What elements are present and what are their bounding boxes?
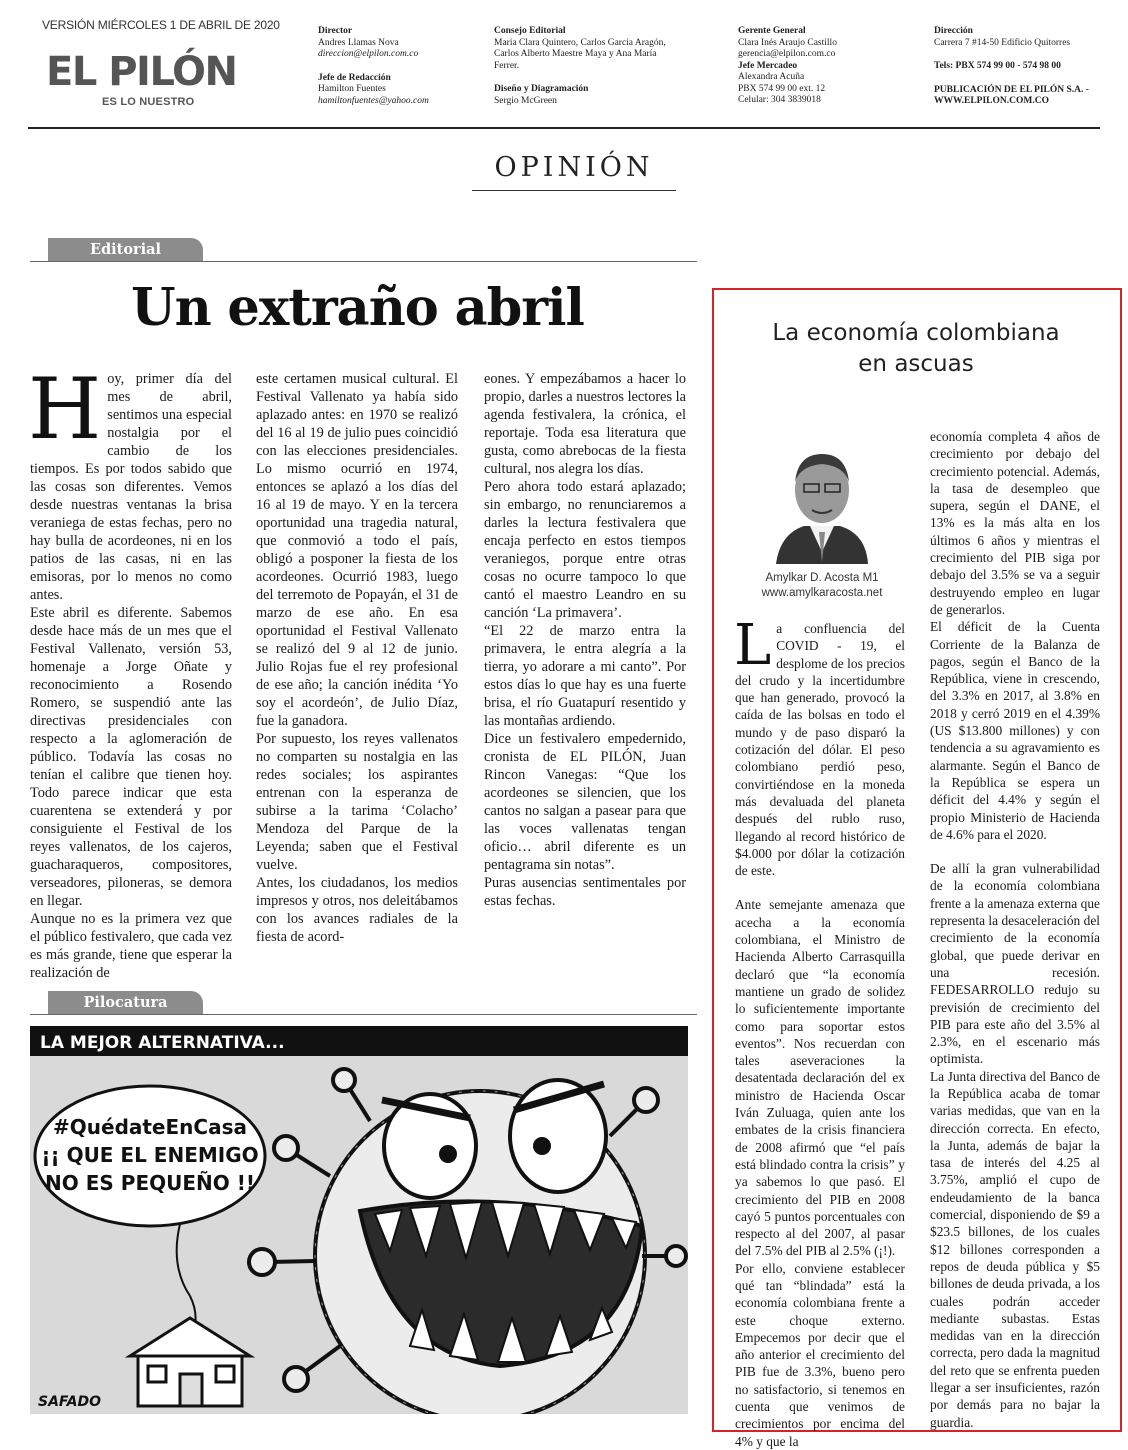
telephones: Tels: PBX 574 99 00 - 574 98 00: [934, 61, 1061, 71]
bubble-text-1: #QuédateEnCasa: [53, 1115, 247, 1139]
jefe-email: hamiltonfuentes@yahoo.com: [318, 95, 429, 106]
jefe-name: Hamilton Fuentes: [318, 84, 386, 94]
paragraph: Ante semejante amenaza que acecha a la economía colombiana, el Ministro de Hacienda Alberto Carrasquilla declaró que “la economía mantiene un grado de solidez lo suficientemente importante como para soportar estos eventos”. Nos recuerdan con tales aseveraciones la desatentada declaración del ex ministro de Hacienda Oscar Iván Zuluaga, quien ante los embates de la crisis financiera de 2008 afirmó que “el país está blindado contra la crisis” y ya sabemos lo que pasó. El crecimiento del PIB en 2008 cayó 5 puntos porcentuales con respecto al del 2007, al pasar del 7.5% del PIB al 2.5% (¡!).: [735, 897, 905, 1259]
gerente-name: Clara Inés Araujo Castillo: [738, 37, 837, 48]
column-title-line: La economía colombiana: [772, 320, 1060, 346]
section-underline: [472, 190, 676, 191]
gerente-email: gerencia@elpilon.com.co: [738, 49, 836, 59]
paragraph: El déficit de la Cuenta Corriente de la Balanza de pagos, según el Banco de la República, viene in crescendo, del 3.3% en 2017, al 3.8% en 2018 y cerró 2019 en el 4.39% (US $13.800 millones) y con tendencia a su agravamiento es alarmante. Según el Banco de la República se espera un déficit del 4.4% y según el propio Ministerio de Hacienda de 4.6% para el 2020.: [930, 619, 1100, 842]
director-label: Director: [318, 26, 353, 36]
paragraph: Este abril es diferente. Sabemos desde hace más de un mes que el Festival Vallenato, versión 53, homenaje a Jorge Oñate y reconocimiento a Rosendo Romero, se suspendió ante las directivas presidenciales con respecto a la aglomeración de público. Todavía las cosas no tenían el calibre que tienen hoy. Todo parece indicar que esta cuarentena se extenderá y por consiguiente el Festival de los reyes vallenatos, de los cajeros, guacharaqueros, compositores, verseadores, piloneras, se demora en llegar.: [30, 605, 232, 909]
paragraph: eones. Y empezábamos a hacer lo propio, darles a nuestros lectores la agenda festivalera, la crónica, el reportaje. Toda esa literatura que gusta, como abrebocas de la fiesta cultural, nos alegra los días.: [484, 371, 686, 477]
editorial-column-2: [256, 370, 458, 946]
edition-date: VERSIÓN MIÉRCOLES 1 DE ABRIL DE 2020: [42, 18, 280, 32]
paragraph: economía completa 4 años de crecimiento por debajo del crecimiento potencial. Además, la tasa de desempleo que supera, según el DANE, el 13% es la más alta en los últimos 6 años y mientras el crecimiento del PIB siga por debajo del 3.5% se va a seguir destruyendo empleo en lugar de generarlos.: [930, 429, 1100, 617]
editorial-column-3: [484, 370, 686, 910]
author-byline: [742, 571, 902, 601]
paragraph: Pero ahora todo estará aplazado; sin embargo, no renunciaremos a darles la lectura festivalera que encaja perfecto en estos tiempos veraniegos, porque entre otras cosas no ocurre tampoco lo que cantó el maestro Leandro en su canción ‘La primavera’.: [484, 479, 686, 621]
paragraph: “El 22 de marzo entra la primavera, le entra alegría a la tierra, yo adorare a mi canto”. Por estos días lo que hay es una fuerte brisa, el río Guatapurí resentido y las montañas ardiendo.: [484, 623, 686, 729]
author-photo: [774, 440, 870, 564]
pilocatura-tab: Pilocatura: [48, 991, 203, 1014]
diseno-name: Sergio McGreen: [494, 95, 557, 106]
paragraph: oy, primer día del mes de abril, sentimos una especial nostalgia por el cambio de los tiempos. Es por todos sabido que las cosas son diferentes. Vemos desde nuestras ventanas la brisa veraniega de estas fechas, pero no hay bulla de acordeones, ni en los patios de las casas, ni en las emisoras, por lo menos no como antes.: [30, 371, 232, 603]
mercadeo-pbx: PBX 574 99 00 ext. 12: [738, 83, 826, 94]
editorial-headline: Un extraño abril: [131, 278, 584, 338]
director-name: Andres Llamas Nova: [318, 37, 399, 48]
consejo-line: Ferrer.: [494, 60, 520, 71]
editorial-dropcap: H: [28, 360, 102, 458]
paragraph: Aunque no es la primera vez que el público festivalero, que cada vez es más grande, tiene que esperar la realización de: [30, 911, 232, 981]
cartoon-banner-text: LA MEJOR ALTERNATIVA...: [40, 1033, 285, 1053]
mercadeo-label: Jefe Mercadeo: [738, 60, 798, 71]
consejo-line: Carlos Alberto Maestre Maya y Ana María: [494, 49, 657, 59]
column-dropcap: L: [734, 613, 772, 678]
newspaper-logo[interactable]: EL PILÓN: [46, 49, 237, 95]
author-name: Amylkar D. Acosta M1: [765, 572, 879, 584]
bubble-text-2: ¡¡ QUE EL ENEMIGO: [41, 1143, 259, 1167]
direccion-label: Dirección: [934, 26, 973, 36]
cartoon-illustration[interactable]: [30, 1026, 688, 1414]
paragraph: Puras ausencias sentimentales por estas fechas.: [484, 875, 686, 909]
column-title-line: en ascuas: [858, 351, 974, 377]
gerente-label: Gerente General: [738, 26, 806, 36]
editorial-column-1: [28, 360, 232, 982]
diseno-label: Diseño y Diagramación: [494, 84, 589, 94]
website-link[interactable]: WWW.ELPILON.COM.CO: [934, 96, 1049, 106]
paragraph: Por supuesto, los reyes vallenatos no comparten su nostalgia en las redes sociales; los aspirantes entrenan con la esperanza de subirse a la tarima ‘Colacho’ Mendoza del Parque de la Leyenda; saben que el Festival vuelve.: [256, 731, 458, 873]
paragraph: Dice un festivalero empedernido, cronista de EL PILÓN, Juan Rincon Vanegas: “Que los acordeones se silencien, que los cantos no salgan a pasear para que las voces vallenatas tengan oficio… abril diferente es un pentagrama sin notas”.: [484, 731, 686, 873]
logo-tagline: ES LO NUESTRO: [102, 96, 195, 108]
section-title: OPINIÓN: [494, 152, 654, 183]
paragraph: Por ello, conviene establecer qué tan “blindada” está la economía colombiana frente a este choque externo. Empecemos por decir que el año anterior el crecimiento del PIB fue de 3.3%, bueno pero no satisfactorio, si tenemos en cuenta que venimos de crecimientos por encima del 4% y que la: [735, 1260, 905, 1449]
column-text-left: [734, 613, 905, 1450]
paragraph: este certamen musical cultural. El Festival Vallenato ya había sido aplazado antes: en 1970 se realizó del 16 al 19 de julio pues coincidió con las elecciones presidenciales. Lo mismo ocurrió en 1974, entonces se aplazó a los días del 16 al 19 de mayo. Y en la tercera oportunidad una tragedia natural, que conmovió a todo el país, obligó a posponer la fiesta de los acordeones. Ocurrió 1983, luego del terremoto de Popayán, el 31 de marzo de ese año. En esa oportunidad el Festival Vallenato se realizó del 9 al 12 de junio. Julio Rojas fue el rey profesional de ese año; la canción inédita ‘Yo soy el acordeón’, de Julio Díaz, fue la ganadora.: [256, 371, 458, 729]
column-text-right: [930, 428, 1100, 1431]
editorial-tab: Editorial: [48, 238, 203, 261]
staff-direccion: [934, 26, 1114, 108]
mercadeo-cel: Celular: 304 3839018: [738, 95, 821, 105]
staff-gerencia: [738, 26, 908, 107]
pilocatura-rule: [30, 1014, 697, 1015]
jefe-label: Jefe de Redacción: [318, 72, 391, 83]
editorial-rule: [30, 261, 697, 262]
paragraph: Antes, los ciudadanos, los medios impresos y otros, nos deleitábamos con los avances radiales de la fiesta de acord-: [256, 875, 458, 945]
consejo-label: Consejo Editorial: [494, 26, 566, 36]
cartoon-signature: SAFADO: [38, 1394, 102, 1410]
author-website[interactable]: www.amylkaracosta.net: [761, 587, 883, 599]
paragraph: De allí la gran vulnerabilidad de la economía colombiana frente a la amenaza externa que representa la desaceleración del crecimiento de la economía global, que puede derivar en una recesión. FEDESARROLLO redujo su previsión de crecimiento del PIB para este año del 3.5% al 2.3%, en el escenario más optimista.: [930, 861, 1100, 1067]
column-title: [735, 318, 1097, 380]
staff-director: [318, 26, 478, 107]
publicacion-line: PUBLICACIÓN DE EL PILÓN S.A. -: [934, 84, 1089, 95]
bubble-text-3: NO ES PEQUEÑO !!: [45, 1171, 255, 1195]
paragraph: a confluencia del COVID - 19, el desplome de los precios del crudo y la incertidumbre que han generado, provocó la caída de las bolsas en todo el mundo y de paso disparó la cotización del dólar. El peso colombiano perdió peso, convirtiéndose en la moneda más devaluada del planeta después del rublo ruso, llegando al record histórico de $4.000 por dólar la cotización de este.: [735, 621, 905, 879]
director-email: direccion@elpilon.com.co: [318, 49, 419, 59]
mercadeo-name: Alexandra Acuña: [738, 72, 805, 82]
staff-consejo: [494, 26, 714, 107]
direccion-address: Carrera 7 #14-50 Edificio Quitorres: [934, 37, 1071, 48]
consejo-line: María Clara Quintero, Carlos García Aragón,: [494, 37, 666, 48]
paragraph: La Junta directiva del Banco de la República acaba de tomar varias medidas, que van en la dirección correcta. En efecto, la Junta, además de bajar la tasa de interés del 4.25 al 3.75%, amplió el cupo de endeudamiento de la banca comercial, disponiendo de $9 a $23.5 billones, de los cuales $12 billones corresponden a repos de deuda pública y $5 billones de deuda privada, a los cuales podrán acceder mediante subastas. Estas medidas van en la dirección correcta, pero dada la magnitud del reto que se enfrenta pueden llegar a ser insuficientes, razón por demás para no bajar la guardia.: [930, 1068, 1100, 1430]
masthead-divider: [28, 127, 1100, 129]
